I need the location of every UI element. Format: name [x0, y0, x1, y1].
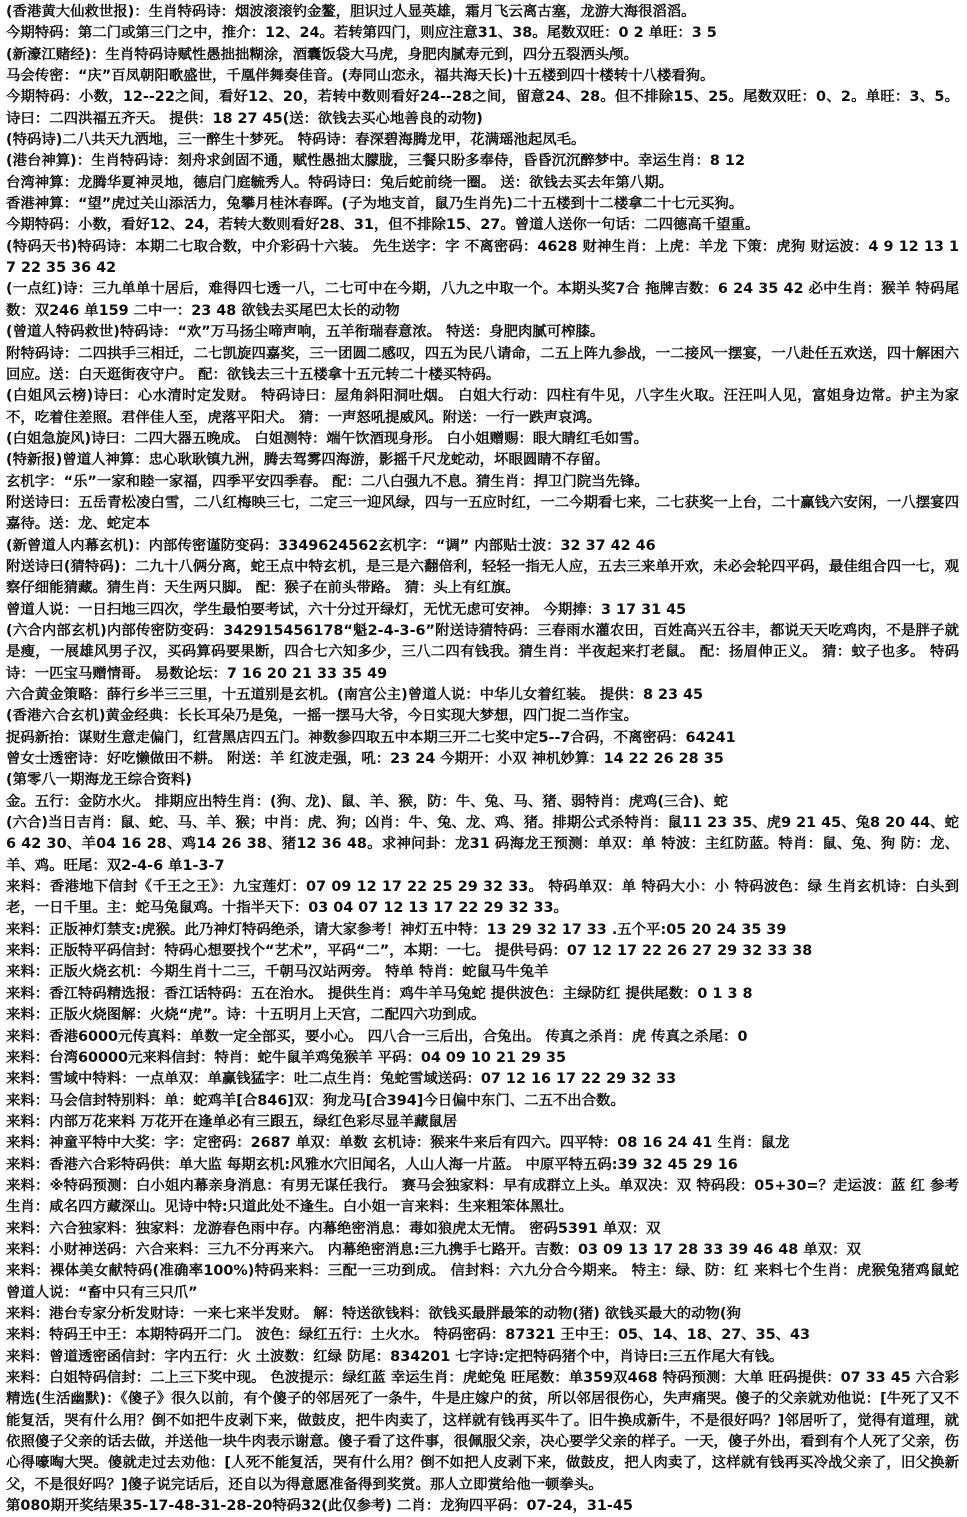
text-paragraph: 香港神算：“望”虎过关山添活力，兔攀月桂沐春晖。(子为地支首，鼠乃生肖先)二十五楼到十二楼拿二十七元买狗。	[6, 196, 744, 213]
text-paragraph: 来料：※特码预测：白小姐内幕亲身消息：有男无谋任我行。 赛马会独家料：早有成群立上头。单双决：双 特码段：05+30=？走运波：蓝 红 参考生肖：咸名四方藏深山。见诗中特:只道此处不逢生。白小姐一言来料：生来粗笨体黑壮。	[6, 1177, 959, 1216]
text-paragraph: 来料：香港6000元传真料：单数一定全部买，要小心。 四八合一三后出，合兔出。 传真之杀肖：虎 传真之杀尾：0	[6, 1028, 748, 1045]
text-paragraph: 来料：香江特码精选报：香江话特码：五在治水。 提供生肖：鸡牛羊马兔蛇 提供波色：主绿防红 提供尾数：0 1 3 8	[6, 985, 753, 1002]
text-paragraph: 台湾神算：龙腾华夏神灵地，德启门庭毓秀人。特码诗曰：兔后蛇前绕一圈。 送：欲钱去买去年第八期。	[6, 174, 673, 191]
text-paragraph: 来料：内部万花来料 万花开在逢单必有三跟五，绿红色彩尽显羊藏鼠居	[6, 1113, 458, 1130]
text-paragraph: 来料：正版神灯禁支:虎猴。此乃神灯特码绝杀，请大家参考！神灯五中特：13 29 32 17 33 .五个平:05 20 24 35 39	[6, 921, 787, 938]
text-paragraph: 六合黄金策略：薛行乡半三三里，十五道别是玄机。(南宫公主)曾道人说：中华儿女着红装。 提供：8 23 45	[6, 687, 704, 703]
text-paragraph: 附送诗曰：五岳青松凌白雪，二八红梅映三七，二定三一迎风绿，四与一五应时红，一二今期看七来，二七获奖一上台，二十赢钱六安闲，一八摆宴四嘉待。送：龙、蛇定本	[6, 494, 959, 533]
text-paragraph: (香港六合玄机)黄金经典：长长耳朵乃是兔，一摇一摆马大爷，今日实现大梦想，四门捉二当作宝。	[6, 708, 638, 725]
text-paragraph: 附特码诗：二四拱手三相迁，二七凯旋四嘉奖，三一团圆二感叹，四五为民八请命，二五上阵九参战，一二接风一摆宴，一八赴任五欢送，四十解困六回应。送：白天逛街夜守户。 配：欲钱去三十五楼拿十五元转二十楼买特码。	[6, 345, 959, 383]
text-paragraph: 来料：正版火烧图解：火烧“虎”。诗：十五明月上天宫，二配四六功到成。	[6, 1007, 486, 1024]
text-paragraph: (港台神算)：生肖特码诗：刻舟求剑固不通，赋性愚拙太朦胧，三餐只盼多奉侍，昏昏沉沉醉梦中。幸运生肖：8 12	[6, 153, 745, 170]
text-paragraph: 来料：六合独家料：独家料：龙游春色雨中存。内幕绝密消息：毒如狼虎太无情。 密码5391 单双：双	[6, 1220, 661, 1237]
text-paragraph: 来料：特码王中王：本期特码开二门。 波色：绿红五行：土火水。 特码密码：87321 王中王：05、14、18、27、35、43	[6, 1327, 811, 1344]
article-body	[6, 2, 959, 1496]
text-paragraph: 曾道人说：一日扫地三四次，学生最怕要考试，六十分过开绿灯，无忧无虑可安神。 今期捧：3 17 31 45	[6, 601, 687, 618]
text-paragraph: (新濠江赌经)：生肖特码诗赋性愚拙拙糊涂，酒囊饭袋大马虎，身肥肉腻寿元到，四分五裂洒头颅。	[6, 46, 638, 63]
text-paragraph: 今期特码：小数，看好12、24，若转大数则看好28、31，但不排除15、27。曾道人送你一句话：二四德高千望重。	[6, 217, 760, 234]
text-paragraph: 来料：台湾60000元来料信封：特肖：蛇牛鼠羊鸡兔猴羊 平码：04 09 10 21 29 35	[6, 1049, 567, 1066]
text-paragraph: 附送诗曰(猜特码)：二九十八俩分离，蛇王点中特玄机，是三是六翻倍利，轻轻一指无人应，五去三来单开欢，未必会轮四平码，最佳组合四一七，观察仔细能猜藏。猜生肖：天生两只脚。 配：猴子在前头带路。 猜：头上有红旗。	[6, 558, 959, 597]
text-paragraph: (特码天书)特码诗：本期二七取合数，中介彩码十六装。 先生送字：字 不离密码：4628 财神生肖：上虎：羊龙 下策：虎狗 财运波：4 9 12 13 17 22 35 36 42	[6, 238, 959, 277]
text-paragraph: 金。五行：金防水火。 排期应出特生肖：(狗、龙)、鼠、羊、猴，防：牛、兔、马、猪、弱特肖：虎鸡(三合)、蛇	[6, 793, 729, 810]
text-paragraph: 曾女士透密诗：好吃懒做田不耕。 附送：羊 红波走强，吼：23 24 今期开：小双 神机妙算：14 22 26 28 35	[6, 751, 724, 768]
text-paragraph: (特码诗)二八共天九洒地，三一醉生十梦死。 特码诗：春深碧海腾龙甲，花满瑶池起凤毛。	[6, 132, 586, 149]
text-paragraph: 来料：正版火烧玄机：今期生肖十二三，千朝马汉站两旁。 特单 特肖：蛇鼠马牛兔羊	[6, 964, 549, 981]
text-paragraph: 来料：雪域中特料：一点单双：单赢钱猛字：吐二点生肖：兔蛇雪域送码：07 12 16 17 22 29 32 33	[6, 1071, 677, 1088]
text-paragraph: 来料：神童平特中大奖：字：定密码：2687 单双：单数 玄机诗：猴来牛来后有四六。四平特：08 16 24 41 生肖：鼠龙	[6, 1135, 790, 1152]
text-paragraph: 今期特码：第二门或第三门之中，推介：12、24。若转第四门，则应注意31、38。尾数双旺：0 2 单旺：3 5	[6, 25, 717, 42]
text-paragraph: (第零八一期海龙王综合资料)	[6, 772, 192, 789]
text-paragraph: 来料：小财神送码：六合来料：三九不分再来六。 内幕绝密消息:三九携手七路开。吉数：03 09 13 17 28 33 39 46 48 单双：双	[6, 1241, 861, 1258]
text-paragraph: (六合内部玄机)内部传密防变码：342915456178“魁2-4-3-6”附送诗猜特码：三春雨水灌农田，百姓高兴五谷丰，都说天天吃鸡肉，不是胖子就是瘦，一展雄风男子汉，买码算码要果断，四合七六知多少，三八二四有钱我。猜生肖：半夜起来打老鼠。 配：扬眉伸正义。 猜：蚊子也多。 特码诗：一匹宝马赠情哥。 易数论坛：7 16 20 21 33 35 49	[6, 622, 959, 682]
text-paragraph: 来料：白姐特码信封：二上三下奖中现。 色波提示：绿红蓝 幸运生肖：虎蛇兔 旺尾数：单359双468 特码预测：大单 旺码提供：07 33 45 六合彩精选(生活幽默)：《傻子》很久以前，有个傻子的邻居死了一条牛，牛是庄嫁户的贫，所以邻居很伤心，失声痛哭。傻子的父亲就劝他说：[牛死了又不能复活，哭有什么用？倒不如把牛皮剥下来，做鼓皮，把牛肉卖了，这样就有钱再买牛了。旧牛换成新牛，不是很好吗？]邻居听了，觉得有道理，就依照傻子父亲的话去做，并送他一块牛肉表示谢意。傻子看了这件事，很佩服父亲，决心要学父亲的样子。一天，傻子外出，看到有个人死了父亲，伤心得嚎啕大哭。傻就走过去劝他：[人死不能复活，哭有什么用？倒不如把人皮剥下来，做鼓皮，把人肉卖了，这样就有钱再买冷战父亲了，旧父换新父，不是很好吗？]傻子说完话后，还自以为得意愿准备得到奖赏。那人立即赏给他一顿拳头。	[6, 1370, 959, 1493]
text-paragraph: 来料：香港六合彩特码供：单大监 每期玄机:风雅水穴旧闻名，人山人海一片蓝。 中原平特五码:39 32 45 29 16	[6, 1156, 738, 1173]
text-paragraph: (六合)当日吉肖：鼠、蛇、马、羊、猴；中肖：虎、狗；凶肖：牛、兔、龙、鸡、猪。排期公式杀特肖：鼠11 23 35、虎9 21 45、兔8 20 44、蛇6 42 30、羊04 16 28、鸡14 26 38、猪12 36 48。求神问卦：龙31 码海龙王预测：单双：单 特波：主红防蓝。特肖：鼠、兔、狗 防：龙、羊、鸡。旺尾：双2-4-6 单1-3-7	[6, 815, 959, 874]
text-paragraph: 来料：香港地下信封《千王之王》：九宝莲灯：07 09 12 17 22 25 29 32 33。 特码单双：单 特码大小：小 特码波色：绿 生肖玄机诗：白头到老，一日千里。主：蛇马兔鼠鸡。十指半天下：03 04 07 12 13 17 22 29 32 33。	[6, 879, 959, 917]
text-paragraph: (特新报)曾道人神算：忠心耿耿镇九洲，腾去驾雾四海游，影摇千尺龙蛇动，坏眼圆睛不存留。	[6, 452, 610, 469]
text-paragraph: 来料：正版特平码信封：特码心想要找个“艺术”，平码“二”，本期：一七。 提供号码：07 12 17 22 26 27 29 32 33 38	[6, 943, 813, 960]
text-paragraph: (香港黄大仙救世报)：生肖特码诗：烟波滚滚钓金鳌，胆识过人显英雄，霜月飞云离古塞，龙游大海很滔滔。	[6, 4, 696, 20]
text-paragraph: 今期特码：小数，12--22之间，看好12、20，若转中数则看好24--28之间，留意24、28。但不排除15、25。尾数双旺：0、2。单旺：3、5。诗曰：二四洪福五齐天。 提供：18 27 45(送：欲钱去买心地善良的动物)	[6, 89, 959, 127]
text-paragraph: 来料：马会信封特别料：单：蛇鸡羊[合846]双：狗龙马[合394]今日偏中东门、二五不出合数。	[6, 1092, 625, 1109]
text-paragraph: (白姐风云榜)诗曰：心水清时定发财。 特码诗曰：屋角斜阳洞吐烟。 白姐大行动：四柱有牛见，八字生火取。汪汪叫人见，富姐身边常。护主为家不，吃着住差照。君伴佳人至，虎落平阳犬。 猜：一声怒吼提威风。附送：一行一跌声哀鸿。	[6, 388, 959, 426]
text-paragraph: 玄机字：“乐”一家和睦一家福，四季平安四季春。 配：二八白强九不息。猜生肖：捍卫门院当先锋。	[6, 473, 649, 490]
text-paragraph: (白姐急旋风)诗曰：二四大器五晚成。 白姐测特：端午饮酒现身形。 白小姐赠赐：眼大睛红毛如雪。	[6, 430, 648, 447]
text-paragraph: 来料：裸体美女献特码(准确率100%)特码来料：三配一三功到成。 信封料：六九分合今期来。 特主：绿、防：红 来料七个生肖：虎猴兔猪鸡鼠蛇 曾道人说：“畜中只有三只爪”	[6, 1263, 959, 1301]
text-paragraph: 来料：曾道透密函信封：字内五行：火 土波数：红绿 防尾：834201 七字诗:定把特码猪个中，肖诗曰:三五作尾大有钱。	[6, 1348, 784, 1365]
text-paragraph: (曾道人特码救世)特码诗：“欢”万马扬尘啼声响，五羊衔瑞春意浓。 特送：身肥肉腻可榨膝。	[6, 324, 605, 341]
text-paragraph: 捉码新抬：谋财生意走偏门，红营黑店四五门。神数参四取五中本期三开二七奖中定5--7合码，不离密码：64241	[6, 729, 736, 746]
text-paragraph: 来料：港台专家分析发财诗：一来七来半发财。 解：特送欲钱料：欲钱买最胖最笨的动物(猪) 欲钱买最大的动物(狗	[6, 1305, 741, 1322]
text-paragraph: (新曾道人内幕玄机)：内部传密谨防变码：3349624562玄机字：“调” 内部贴士波：32 37 42 46	[6, 537, 656, 554]
text-paragraph: 马会传密：“庆”百凤朝阳歌盛世，千凰伴舞奏佳音。(寿同山恋永，福共海天长)十五楼到四十楼转十八楼看狗。	[6, 68, 715, 85]
lottery-result-line: 第080期开奖结果35-17-48-31-28-20特码32(此仅参考) 二肖：龙狗四平码：07-24，31-45	[6, 1498, 633, 1515]
text-paragraph: (一点红)诗：三九单单十居后，难得四七透一八，二七可中在今期，八九之中取一个。本期头奖7合 拖牌吉数：6 24 35 42 必中生肖：猴羊 特码尾数：双246 单159 二中一：23 48 欲钱去买尾巴太长的动物	[6, 281, 959, 319]
